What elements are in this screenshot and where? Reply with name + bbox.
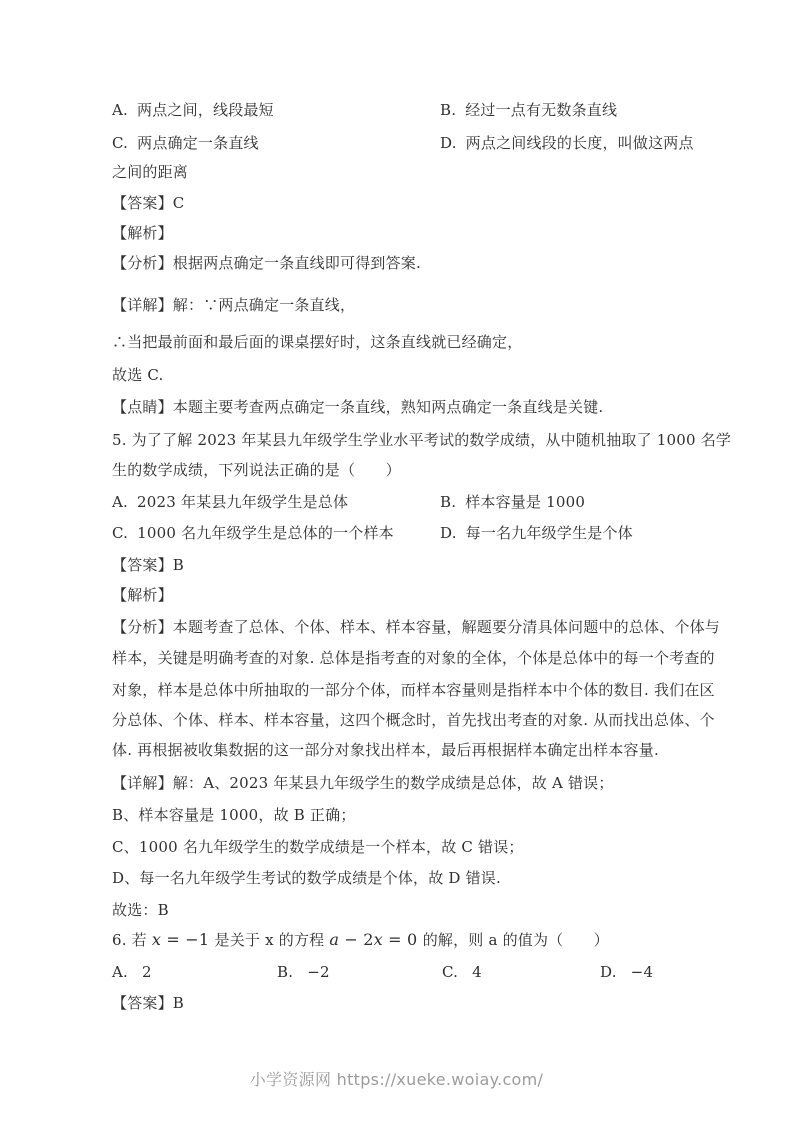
- text-run: 之间的距离: [112, 163, 189, 181]
- option-text: 两点确定一条直线: [137, 134, 259, 152]
- text-run: 【详解】解：∵两点确定一条直线，: [112, 296, 356, 314]
- answer-line: [112, 992, 184, 1014]
- math-run: x: [151, 930, 162, 949]
- body-text-line: [112, 836, 524, 858]
- option-text: 2: [142, 963, 152, 981]
- option-text: 2023 年某县九年级学生是总体: [137, 493, 349, 511]
- option-text: −4: [630, 963, 654, 981]
- question-stem-line: [112, 429, 731, 451]
- text-run: 【详解】解：A、2023 年某县九年级学生的数学成绩是总体，故 A 错误；: [112, 774, 614, 792]
- text-run: 【分析】本题考查了总体、个体、样本、样本容量，解题要分清具体问题中的总体、个体与: [112, 618, 721, 636]
- text-run: 是关于 x 的方程: [214, 931, 330, 949]
- option-item: [277, 961, 330, 983]
- option-item: [600, 961, 653, 983]
- body-text-line: [112, 804, 356, 826]
- option-label: A.: [112, 493, 129, 511]
- text-run: 【答案】C: [112, 194, 185, 212]
- explanation-line: [112, 294, 355, 316]
- math-run: = −1: [161, 930, 215, 949]
- explanation-line: [112, 772, 614, 794]
- option-label: B.: [440, 493, 457, 511]
- text-run: 【答案】B: [112, 556, 185, 574]
- option-text: 1000 名九年级学生是总体的一个样本: [137, 524, 394, 542]
- text-run: 分总体、个体、样本、样本容量，这四个概念时，首先找出考查的对象. 从而找出总体、个: [112, 711, 715, 729]
- option-label: A.: [112, 101, 129, 119]
- option-label: C.: [442, 963, 459, 981]
- text-run: B、样本容量是 1000，故 B 正确；: [112, 806, 356, 824]
- option-item: [112, 491, 348, 513]
- body-text-line: [112, 709, 715, 731]
- body-text-line: [112, 679, 715, 701]
- math-run: = 0: [382, 930, 423, 949]
- text-run: D、每一名九年级学生考试的数学成绩是个体，故 D 错误.: [112, 869, 501, 887]
- text-run: 【解析】: [112, 586, 173, 604]
- conclusion-line: [112, 364, 163, 386]
- body-text-line: [112, 459, 401, 481]
- option-text: 两点之间，线段最短: [137, 101, 274, 119]
- text-run: 【分析】根据两点确定一条直线即可得到答案.: [112, 254, 421, 272]
- conclusion-line: [112, 899, 169, 921]
- body-text-line: [112, 867, 501, 889]
- body-text-line: [112, 739, 659, 761]
- answer-line: [112, 192, 184, 214]
- option-item: [440, 491, 585, 513]
- option-text: 4: [472, 963, 482, 981]
- math-run: a: [329, 930, 340, 949]
- body-text-line: [112, 331, 522, 353]
- body-text-line: [112, 647, 715, 669]
- text-run: C、1000 名九年级学生的数学成绩是一个样本，故 C 错误；: [112, 838, 524, 856]
- text-run: 故选：B: [112, 901, 169, 919]
- analysis-line: [112, 616, 720, 638]
- option-item: [112, 522, 394, 544]
- math-run: x: [373, 930, 383, 949]
- option-label: D.: [440, 134, 457, 152]
- option-item: [440, 99, 617, 121]
- key-point-line: [112, 396, 603, 418]
- option-item: [112, 99, 274, 121]
- text-run: 【解析】: [112, 224, 173, 242]
- analysis-header-line: [112, 222, 173, 244]
- option-text: 每一名九年级学生是个体: [465, 524, 633, 542]
- option-label: D.: [600, 963, 617, 981]
- question-stem-line: [112, 929, 609, 951]
- text-run: 故选 C.: [112, 366, 164, 384]
- answer-line: [112, 554, 184, 576]
- option-text: −2: [307, 963, 330, 981]
- option-label: C.: [112, 524, 129, 542]
- text-run: 生的数学成绩，下列说法正确的是（ ）: [112, 461, 401, 479]
- text-run: 6. 若: [112, 931, 152, 949]
- option-label: A.: [112, 963, 129, 981]
- option-label: D.: [440, 524, 457, 542]
- option-text: 样本容量是 1000: [465, 493, 586, 511]
- text-run: 【点睛】本题主要考查两点确定一条直线，熟知两点确定一条直线是关键.: [112, 398, 604, 416]
- text-run: 体. 再根据被收集数据的这一部分对象找出样本，最后再根据样本确定出样本容量.: [112, 741, 659, 759]
- text-run: 的解，则 a 的值为（ ）: [422, 931, 609, 949]
- option-item: [112, 961, 152, 983]
- option-item: [442, 961, 482, 983]
- text-run: 样本，关键是明确考查的对象. 总体是指考查的对象的全体，个体是总体中的每一个考查的: [112, 649, 715, 667]
- option-item: [440, 522, 633, 544]
- option-item: [112, 132, 259, 154]
- body-text-line: [112, 161, 188, 183]
- option-label: B.: [277, 963, 294, 981]
- option-label: B.: [440, 101, 457, 119]
- text-run: 对象，样本是总体中所抽取的一部分个体，而样本容量则是指样本中个体的数目. 我们在区: [112, 681, 715, 699]
- text-run: ∴当把最前面和最后面的课桌摆好时，这条直线就已经确定，: [112, 333, 523, 351]
- option-label: C.: [112, 134, 129, 152]
- option-text: 经过一点有无数条直线: [465, 101, 618, 119]
- option-item: [440, 132, 694, 154]
- analysis-header-line: [112, 584, 173, 606]
- text-run: 5. 为了了解 2023 年某县九年级学生学业水平考试的数学成绩，从中随机抽取了 1000 名学: [112, 431, 732, 449]
- option-text: 两点之间线段的长度，叫做这两点: [465, 134, 694, 152]
- text-run: 【答案】B: [112, 994, 185, 1012]
- math-run: − 2: [339, 930, 374, 949]
- footer-credit: 小学资源网 https://xueke.woiay.com/: [249, 1070, 544, 1089]
- analysis-line: [112, 252, 421, 274]
